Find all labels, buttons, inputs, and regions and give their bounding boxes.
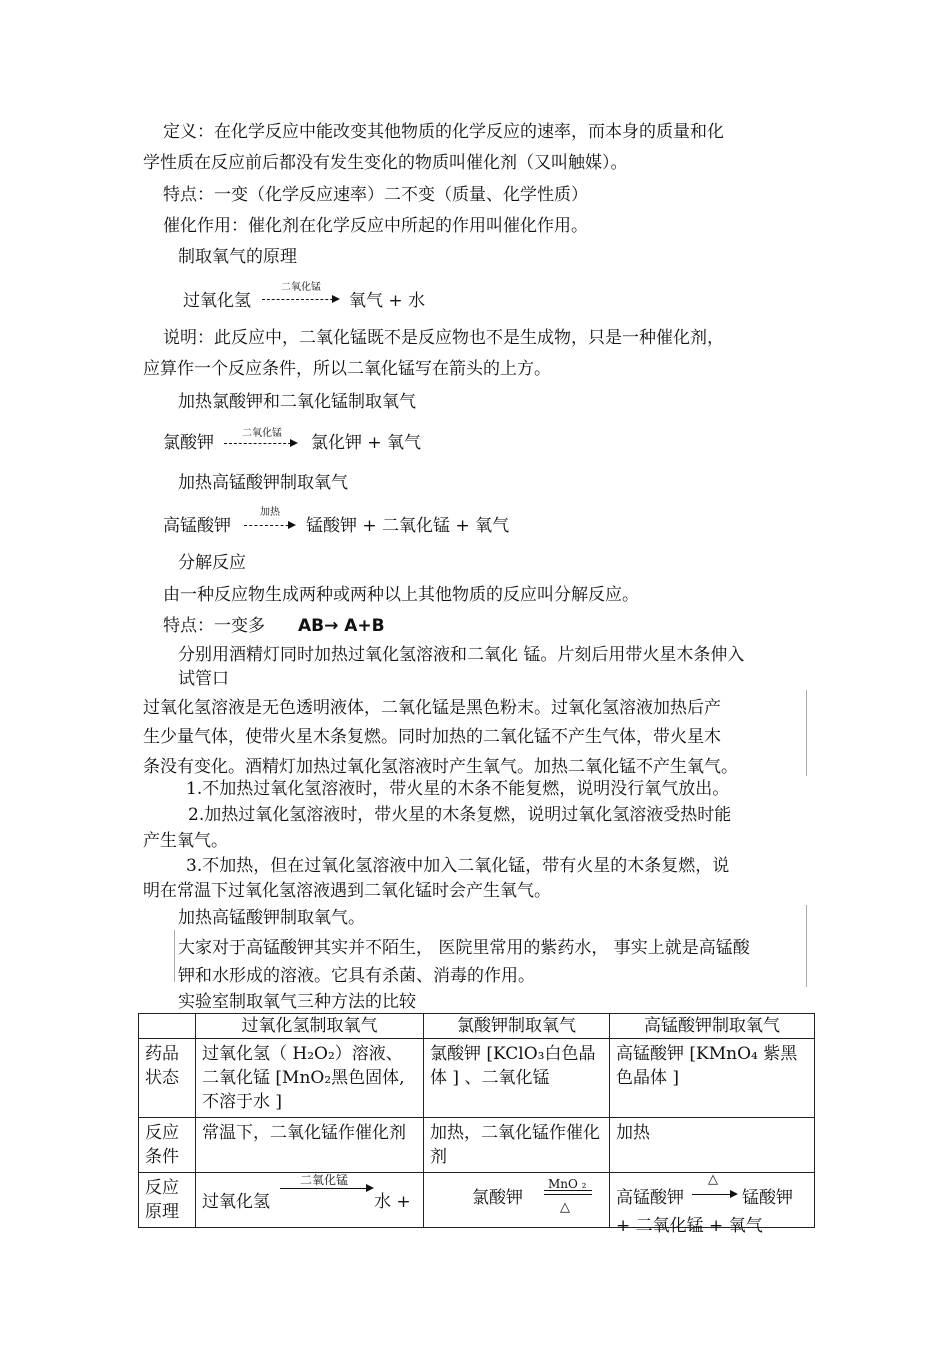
cell-kmno4-state: 高锰酸钾 [KMnO₄ 紫黑色晶体 ]	[610, 1039, 815, 1118]
eq2-products: 氯化钾 + 氧气	[311, 433, 422, 453]
kclo3-eq-reactant: 氯酸钾	[472, 1188, 523, 1208]
h2o2-eq-product: 水 +	[374, 1192, 411, 1212]
decomposition-definition: 由一种反应物生成两种或两种以上其他物质的反应叫分解反应。	[163, 585, 639, 605]
kmno4-eq-product-2: + 二氧化锰 + 氧气	[616, 1216, 763, 1236]
cell-h2o2-principle	[196, 1173, 424, 1228]
comparison-heading: 实验室制取氧气三种方法的比较	[178, 992, 416, 1012]
table-header-row	[139, 1014, 815, 1039]
row-label-condition: 反应条件	[139, 1118, 196, 1173]
row-label-principle: 反应原理	[139, 1173, 196, 1228]
conclusion-3a: 3.不加热，但在过氧化氢溶液中加入二氧化锰，带有火星的木条复燃，说	[186, 856, 730, 876]
h2o2-eq-arrow	[280, 1188, 372, 1189]
kmno4-eq-product-1: 锰酸钾	[742, 1188, 793, 1208]
margin-bar-3	[174, 930, 175, 982]
cell-h2o2-condition: 常温下，二氧化锰作催化剂	[196, 1118, 424, 1173]
row-label-state: 药品状态	[139, 1039, 196, 1118]
table-row	[139, 1118, 815, 1173]
cell-kmno4-principle	[610, 1172, 815, 1236]
eq2-arrow	[224, 443, 296, 444]
purple-line-2: 钾和水形成的溶液。它具有杀菌、消毒的作用。	[178, 966, 535, 986]
h2o2-eq-catalyst: 二氧化锰	[300, 1173, 349, 1187]
observation-line-2: 生少量气体，使带火星木条复燃。同时加热的二氧化锰不产生气体，带火星木	[143, 727, 721, 747]
comparison-table	[138, 1013, 815, 1236]
header-h2o2: 过氧化氢制取氧气	[196, 1014, 424, 1039]
kclo3-heading: 加热氯酸钾和二氧化锰制取氧气	[178, 392, 416, 412]
note-line-2: 应算作一个反应条件，所以二氧化锰写在箭头的上方。	[143, 359, 551, 379]
eq3-reactant: 高锰酸钾	[163, 516, 231, 536]
conclusion-2b: 产生氧气。	[143, 831, 228, 851]
kclo3-eq-bar-1	[544, 1190, 592, 1191]
cell-kclo3-principle	[424, 1173, 610, 1228]
eq1-reactant: 过氧化氢	[183, 291, 251, 311]
kmno4-heading: 加热高锰酸钾制取氧气	[178, 473, 348, 493]
eq3-products: 锰酸钾 + 二氧化锰 + 氧气	[306, 516, 510, 536]
margin-bar-2	[806, 905, 807, 987]
decomposition-heading: 分解反应	[178, 553, 246, 573]
kmno4-eq-arrow	[692, 1194, 736, 1195]
kmno4-eq-reactant: 高锰酸钾	[616, 1188, 684, 1208]
decomposition-formula: AB→ A+B	[298, 616, 385, 636]
eq1-arrow	[262, 299, 338, 300]
cell-kmno4-condition: 加热	[610, 1118, 815, 1173]
margin-bar-1	[806, 690, 807, 776]
eq3-arrow	[244, 525, 294, 526]
eq3-condition: 加热	[260, 507, 280, 518]
effect-line: 催化作用：催化剂在化学反应中所起的作用叫催化作用。	[163, 216, 588, 236]
eq1-catalyst: 二氧化锰	[281, 282, 321, 293]
kclo3-eq-bar-2	[544, 1194, 592, 1195]
cell-kclo3-condition: 加热，二氧化锰作催化剂	[424, 1118, 610, 1173]
eq1-products: 氧气 + 水	[349, 291, 426, 311]
conclusion-2a: 2.加热过氧化氢溶液时，带火星的木条复燃，说明过氧化氢溶液受热时能	[188, 805, 732, 825]
observation-line-3: 条没有变化。酒精灯加热过氧化氢溶液时产生氧气。加热二氧化锰不产生氧气。	[143, 757, 738, 777]
purple-line-1: 大家对于高锰酸钾其实并不陌生， 医院里常用的紫药水， 事实上就是高锰酸	[178, 938, 750, 958]
table-row	[139, 1173, 815, 1228]
conclusion-3b: 明在常温下过氧化氢溶液遇到二氧化锰时会产生氧气。	[143, 881, 551, 901]
observation-line-1: 过氧化氢溶液是无色透明液体，二氧化锰是黑色粉末。过氧化氢溶液加热后产	[143, 698, 721, 718]
header-empty	[139, 1014, 196, 1039]
experiment-line-2: 试管口	[178, 669, 229, 689]
principle-heading: 制取氧气的原理	[178, 247, 297, 267]
eq2-catalyst: 二氧化锰	[242, 428, 282, 439]
kmno4-eq-condition: △	[708, 1172, 718, 1187]
definition-line-2: 学性质在反应前后都没有发生变化的物质叫催化剂（又叫触媒）。	[143, 153, 628, 173]
definition-line-1: 定义：在化学反应中能改变其他物质的化学反应的速率，而本身的质量和化	[163, 122, 724, 142]
feature-line: 特点：一变（化学反应速率）二不变（质量、化学性质）	[163, 185, 588, 205]
h2o2-eq-reactant: 过氧化氢	[202, 1192, 270, 1212]
kmno4-heading-2: 加热高锰酸钾制取氧气。	[178, 908, 365, 928]
cell-kclo3-state: 氯酸钾 [KClO₃白色晶体 ] 、二氧化锰	[424, 1039, 610, 1118]
decomposition-feature-label: 特点：一变多	[163, 616, 265, 636]
table-row	[139, 1039, 815, 1118]
note-line-1: 说明：此反应中，二氧化锰既不是反应物也不是生成物，只是一种催化剂，	[163, 328, 724, 348]
header-kmno4: 高锰酸钾制取氧气	[610, 1014, 815, 1039]
cell-h2o2-state: 过氧化氢（ H₂O₂）溶液、二氧化锰 [MnO₂黑色固体,不溶于水 ]	[196, 1039, 424, 1118]
eq2-reactant: 氯酸钾	[163, 433, 214, 453]
header-kclo3: 氯酸钾制取氧气	[424, 1014, 610, 1039]
kclo3-eq-condition: △	[560, 1200, 570, 1215]
experiment-line-1: 分别用酒精灯同时加热过氧化氢溶液和二氧化 锰。片刻后用带火星木条伸入	[178, 645, 745, 665]
conclusion-1: 1.不加热过氧化氢溶液时，带火星的木条不能复燃，说明没行氧气放出。	[186, 779, 730, 799]
kclo3-eq-catalyst: MnO ₂	[548, 1177, 587, 1191]
